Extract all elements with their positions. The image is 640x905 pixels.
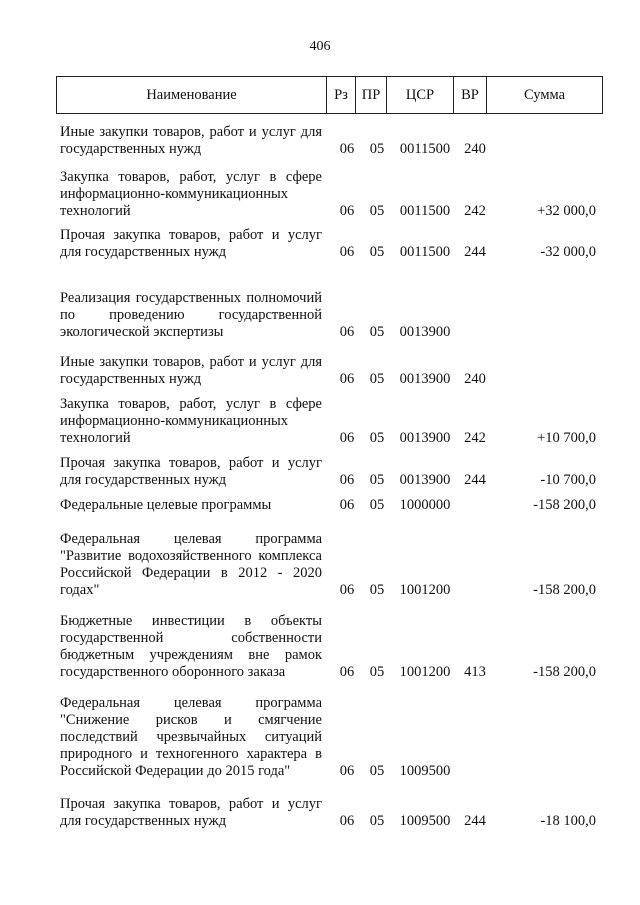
row-name: Федеральная целевая программа "Снижение рисков и смягчение последствий чрезвычайных ситуаций природного и техногенного характера в Российской Федерации до 2015 года" — [60, 695, 322, 779]
table-body — [0, 122, 640, 830]
row-rz: 06 — [339, 497, 355, 513]
row-csr: 0011500 — [399, 141, 451, 157]
column-header-vr: ВР — [454, 77, 487, 114]
row-vr: 244 — [464, 472, 486, 488]
row-pr: 05 — [369, 324, 385, 340]
row-vr: 244 — [464, 813, 486, 829]
table-row — [0, 352, 640, 388]
row-rz: 06 — [339, 324, 355, 340]
table-header — [56, 76, 603, 114]
row-vr: 240 — [464, 371, 486, 387]
row-name: Бюджетные инвестиции в объекты государственной собственности бюджетным учреждениям вне рамок государственного оборонного заказа — [60, 613, 322, 680]
row-name: Иные закупки товаров, работ и услуг для государственных нужд — [60, 354, 322, 387]
row-sum: -18 100,0 — [540, 813, 596, 829]
row-rz: 06 — [339, 141, 355, 157]
row-vr: 413 — [464, 664, 486, 680]
row-rz: 06 — [339, 472, 355, 488]
row-rz: 06 — [339, 763, 355, 779]
table-row — [0, 693, 640, 780]
table-row — [0, 496, 640, 514]
row-csr: 1009500 — [399, 763, 451, 779]
table-row — [0, 164, 640, 220]
row-vr: 242 — [464, 203, 486, 219]
row-pr: 05 — [369, 664, 385, 680]
page-number: 406 — [309, 39, 331, 54]
table-row — [0, 611, 640, 681]
row-rz: 06 — [339, 582, 355, 598]
row-sum: -158 200,0 — [533, 582, 596, 598]
row-csr: 0013900 — [399, 324, 451, 340]
row-rz: 06 — [339, 664, 355, 680]
table-row — [0, 453, 640, 489]
row-csr: 0013900 — [399, 371, 451, 387]
row-name: Реализация государственных полномочий по проведению государственной экологической экспертизы — [60, 290, 322, 340]
row-csr: 0013900 — [399, 430, 451, 446]
row-vr: 242 — [464, 430, 486, 446]
row-name: Прочая закупка товаров, работ и услуг для государственных нужд — [60, 455, 322, 488]
row-sum: -158 200,0 — [533, 664, 596, 680]
row-sum: -32 000,0 — [540, 244, 596, 260]
table-row — [0, 392, 640, 447]
table-row — [0, 794, 640, 830]
row-name: Прочая закупка товаров, работ и услуг для государственных нужд — [60, 796, 322, 829]
row-vr: 240 — [464, 141, 486, 157]
row-name: Иные закупки товаров, работ и услуг для государственных нужд — [60, 124, 322, 157]
row-csr: 0013900 — [399, 472, 451, 488]
row-name: Закупка товаров, работ, услуг в сфере информационно-коммуникационных технологий — [60, 169, 322, 219]
row-name: Федеральные целевые программы — [60, 497, 272, 513]
row-name: Прочая закупка товаров, работ и услуг для государственных нужд — [60, 227, 322, 260]
header-row — [57, 77, 603, 114]
row-csr: 1000000 — [399, 497, 451, 513]
column-header-name: Наименование — [57, 77, 327, 114]
row-csr: 1009500 — [399, 813, 451, 829]
row-pr: 05 — [369, 244, 385, 260]
row-pr: 05 — [369, 430, 385, 446]
row-pr: 05 — [369, 472, 385, 488]
row-rz: 06 — [339, 203, 355, 219]
row-csr: 0011500 — [399, 203, 451, 219]
row-csr: 1001200 — [399, 582, 451, 598]
row-vr: 244 — [464, 244, 486, 260]
row-sum: +32 000,0 — [537, 203, 596, 219]
row-rz: 06 — [339, 430, 355, 446]
row-pr: 05 — [369, 497, 385, 513]
row-rz: 06 — [339, 813, 355, 829]
row-pr: 05 — [369, 203, 385, 219]
row-pr: 05 — [369, 371, 385, 387]
row-name: Закупка товаров, работ, услуг в сфере информационно-коммуникационных технологий — [60, 396, 322, 446]
row-csr: 1001200 — [399, 664, 451, 680]
row-rz: 06 — [339, 371, 355, 387]
column-header-rz: Рз — [327, 77, 356, 114]
column-header-sum: Сумма — [487, 77, 603, 114]
row-sum: -10 700,0 — [540, 472, 596, 488]
row-sum: -158 200,0 — [533, 497, 596, 513]
row-csr: 0011500 — [399, 244, 451, 260]
row-sum: +10 700,0 — [537, 430, 596, 446]
row-pr: 05 — [369, 813, 385, 829]
row-name: Федеральная целевая программа "Развитие водохозяйственного комплекса Российской Федерации в 2012 - 2020 годах" — [60, 531, 322, 598]
row-rz: 06 — [339, 244, 355, 260]
table-row — [0, 271, 640, 341]
table-row — [0, 122, 640, 158]
column-header-pr: ПР — [356, 77, 387, 114]
row-pr: 05 — [369, 141, 385, 157]
table-row — [0, 225, 640, 261]
row-pr: 05 — [369, 582, 385, 598]
column-header-csr: ЦСР — [387, 77, 454, 114]
table-row — [0, 529, 640, 599]
row-pr: 05 — [369, 763, 385, 779]
